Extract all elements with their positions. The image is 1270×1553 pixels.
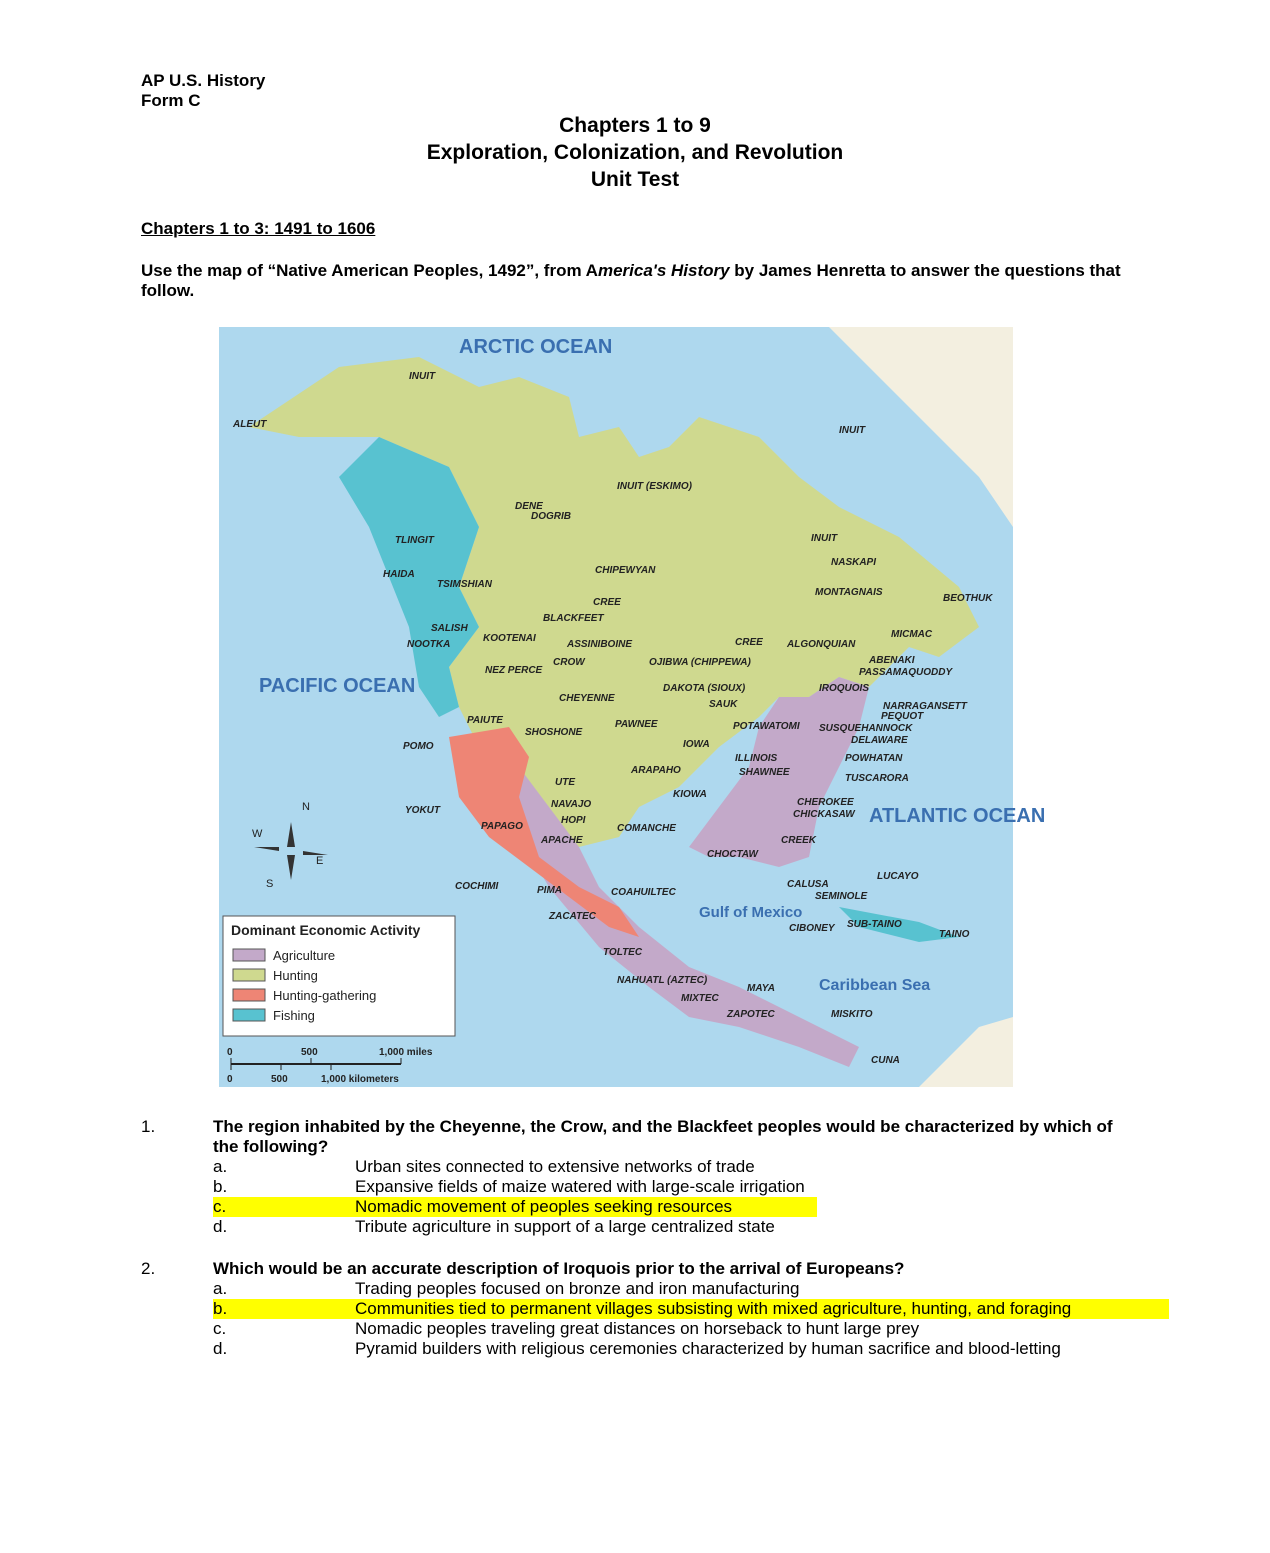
people-label: CUNA (871, 1055, 900, 1066)
option-d (213, 1217, 1141, 1237)
people-label: POTAWATOMI (733, 721, 800, 732)
people-label: BLACKFEET (543, 613, 604, 624)
option-text: Expansive fields of maize watered with large-scale irrigation (355, 1177, 805, 1196)
people-label: PASSAMAQUODDY (859, 667, 953, 678)
question-1 (141, 1117, 1141, 1237)
question-number: 2. (141, 1259, 156, 1278)
legend-title: Dominant Economic Activity (231, 922, 421, 938)
people-label: KOOTENAI (483, 633, 536, 644)
question-stem: The region inhabited by the Cheyenne, the Crow, and the Blackfeet peoples would be characterized by which of the following? (213, 1117, 1113, 1156)
people-label: SAUK (709, 699, 738, 710)
people-label: SHAWNEE (739, 767, 790, 778)
title-chapters: Chapters 1 to 9 (559, 114, 711, 137)
legend-swatch-hunting (233, 969, 265, 981)
people-label: MIXTEC (681, 993, 719, 1004)
people-label: TUSCARORA (845, 773, 909, 784)
ocean-gulf: Gulf of Mexico (699, 904, 803, 921)
intro-book-title: merica's History (597, 261, 730, 280)
people-label: DOGRIB (531, 511, 571, 522)
people-label: CIBONEY (789, 923, 835, 934)
people-label: PIMA (537, 885, 562, 896)
option-c (213, 1319, 1141, 1339)
course-header (141, 71, 265, 111)
people-label: CREE (735, 637, 763, 648)
people-label: CREE (593, 597, 621, 608)
option-b (213, 1177, 1141, 1197)
section-heading: Chapters 1 to 3: 1491 to 1606 (141, 219, 376, 238)
option-text: Trading peoples focused on bronze and iron manufacturing (355, 1279, 800, 1298)
people-label: MAYA (747, 983, 775, 994)
people-label: IOWA (683, 739, 710, 750)
option-text: Pyramid builders with religious ceremonies characterized by human sacrifice and blood-letting (355, 1339, 1061, 1358)
people-label: ZACATEC (549, 911, 597, 922)
people-label: NARRAGANSETT (883, 701, 967, 712)
people-label: TLINGIT (395, 535, 434, 546)
title-block (0, 112, 1270, 193)
option-c-highlighted (213, 1197, 1141, 1217)
people-label: POWHATAN (845, 753, 903, 764)
people-label: POMO (403, 741, 434, 752)
option-letter: c. (213, 1197, 227, 1216)
people-label: COCHIMI (455, 881, 499, 892)
people-label: MONTAGNAIS (815, 587, 883, 598)
legend-swatch-agriculture (233, 949, 265, 961)
people-label: ARAPAHO (631, 765, 681, 776)
option-d (213, 1339, 1141, 1359)
people-label: BEOTHUK (943, 593, 993, 604)
people-label: ZAPOTEC (727, 1009, 775, 1020)
people-label: TAINO (939, 929, 970, 940)
people-label: MICMAC (891, 629, 933, 640)
people-label: ALGONQUIAN (787, 639, 856, 650)
scale-mi-0: 0 (227, 1047, 233, 1058)
people-label: ALEUT (233, 419, 267, 430)
option-text: Urban sites connected to extensive networks of trade (355, 1157, 755, 1176)
ocean-pacific: PACIFIC OCEAN (259, 675, 416, 697)
people-label: COAHUILTEC (611, 887, 676, 898)
people-label: INUIT (ESKIMO) (617, 481, 692, 492)
people-label: CHEROKEE (797, 797, 854, 808)
people-label: SUB-TAINO (847, 919, 902, 930)
people-label: SALISH (431, 623, 468, 634)
people-label: CHIPEWYAN (595, 565, 656, 576)
option-text: Nomadic movement of peoples seeking resources (355, 1197, 733, 1216)
form-label: Form C (141, 91, 201, 110)
people-label: HOPI (561, 815, 586, 826)
people-label: PEQUOT (881, 711, 924, 722)
people-label: SHOSHONE (525, 727, 583, 738)
option-a (213, 1157, 1141, 1177)
scale-mi-500: 500 (301, 1047, 318, 1058)
question-2 (141, 1259, 1141, 1359)
people-label: SUSQUEHANNOCK (819, 723, 913, 734)
people-label: PAPAGO (481, 821, 523, 832)
option-text: Tribute agriculture in support of a large centralized state (355, 1217, 775, 1236)
answer-options (213, 1279, 1141, 1359)
people-label: PAIUTE (467, 715, 503, 726)
option-letter: c. (213, 1319, 227, 1338)
compass-e: E (316, 855, 324, 867)
people-label: YOKUT (405, 805, 440, 816)
people-label: CALUSA (787, 879, 829, 890)
people-label: CHICKASAW (793, 809, 855, 820)
people-label: DAKOTA (SIOUX) (663, 683, 746, 694)
question-stem: Which would be an accurate description of Iroquois prior to the arrival of Europeans? (213, 1259, 905, 1278)
people-label: INUIT (409, 371, 436, 382)
option-b-highlighted (213, 1299, 1141, 1319)
scale-km-1000: 1,000 kilometers (321, 1074, 399, 1085)
legend-label-agriculture: Agriculture (273, 948, 336, 963)
people-label: KIOWA (673, 789, 707, 800)
intro-before: Use the map of “Native American Peoples, 1492”, from A (141, 261, 598, 280)
option-a (213, 1279, 1141, 1299)
intro-after: by James Henretta to answer the questions that follow. (141, 261, 1121, 300)
compass-w: W (252, 828, 263, 840)
legend-label-fishing: Fishing (273, 1008, 315, 1023)
people-label: MISKITO (831, 1009, 873, 1020)
map-instructions (141, 261, 1141, 301)
compass-n: N (302, 801, 310, 813)
people-label: HAIDA (383, 569, 415, 580)
people-label: NEZ PERCE (485, 665, 543, 676)
people-label: ASSINIBOINE (567, 639, 633, 650)
people-label: IROQUOIS (819, 683, 870, 694)
people-label: SEMINOLE (815, 891, 868, 902)
people-label: ABENAKI (869, 655, 915, 666)
course-name: AP U.S. History (141, 71, 266, 90)
people-label: ILLINOIS (735, 753, 778, 764)
title-test: Unit Test (590, 168, 680, 191)
people-label: CHEYENNE (559, 693, 615, 704)
native-american-peoples-map (219, 327, 1046, 1087)
question-number: 1. (141, 1117, 156, 1136)
title-theme: Exploration, Colonization, and Revolution (426, 141, 844, 164)
people-label: PAWNEE (615, 719, 658, 730)
map-legend (223, 916, 455, 1036)
people-label: INUIT (811, 533, 838, 544)
option-letter: b. (213, 1177, 228, 1196)
people-label: NAVAJO (551, 799, 592, 810)
scale-km-0: 0 (227, 1074, 233, 1085)
people-label: TOLTEC (603, 947, 643, 958)
ocean-atlantic: ATLANTIC OCEAN (869, 805, 1046, 827)
legend-label-hunting: Hunting (273, 968, 318, 983)
scale-mi-1000: 1,000 miles (379, 1047, 433, 1058)
option-text: Communities tied to permanent villages subsisting with mixed agriculture, hunting, and foraging (355, 1299, 1072, 1318)
answer-options (213, 1157, 1141, 1237)
people-label: LUCAYO (877, 871, 919, 882)
people-label: CROW (553, 657, 585, 668)
option-letter: d. (213, 1217, 228, 1236)
compass-s: S (266, 878, 274, 890)
option-text: Nomadic peoples traveling great distances on horseback to hunt large prey (355, 1319, 920, 1338)
people-label: INUIT (839, 425, 866, 436)
ocean-arctic: ARCTIC OCEAN (459, 336, 613, 358)
option-letter: b. (213, 1299, 228, 1318)
people-label: NAHUATL (AZTEC) (617, 975, 708, 986)
people-label: APACHE (541, 835, 583, 846)
legend-swatch-hunting-gathering (233, 989, 265, 1001)
legend-swatch-fishing (233, 1009, 265, 1021)
scale-km-500: 500 (271, 1074, 288, 1085)
people-label: COMANCHE (617, 823, 676, 834)
people-label: NOOTKA (407, 639, 451, 650)
people-label: CHOCTAW (707, 849, 758, 860)
option-letter: a. (213, 1157, 228, 1176)
legend-label-hunting-gathering: Hunting-gathering (273, 988, 377, 1003)
option-letter: d. (213, 1339, 228, 1358)
people-label: DENE (515, 501, 543, 512)
option-letter: a. (213, 1279, 228, 1298)
people-label: UTE (555, 777, 575, 788)
people-label: TSIMSHIAN (437, 579, 492, 590)
people-label: DELAWARE (851, 735, 908, 746)
people-label: CREEK (781, 835, 817, 846)
people-label: NASKAPI (831, 557, 877, 568)
people-label: OJIBWA (CHIPPEWA) (649, 657, 751, 668)
ocean-caribbean: Caribbean Sea (819, 977, 931, 994)
